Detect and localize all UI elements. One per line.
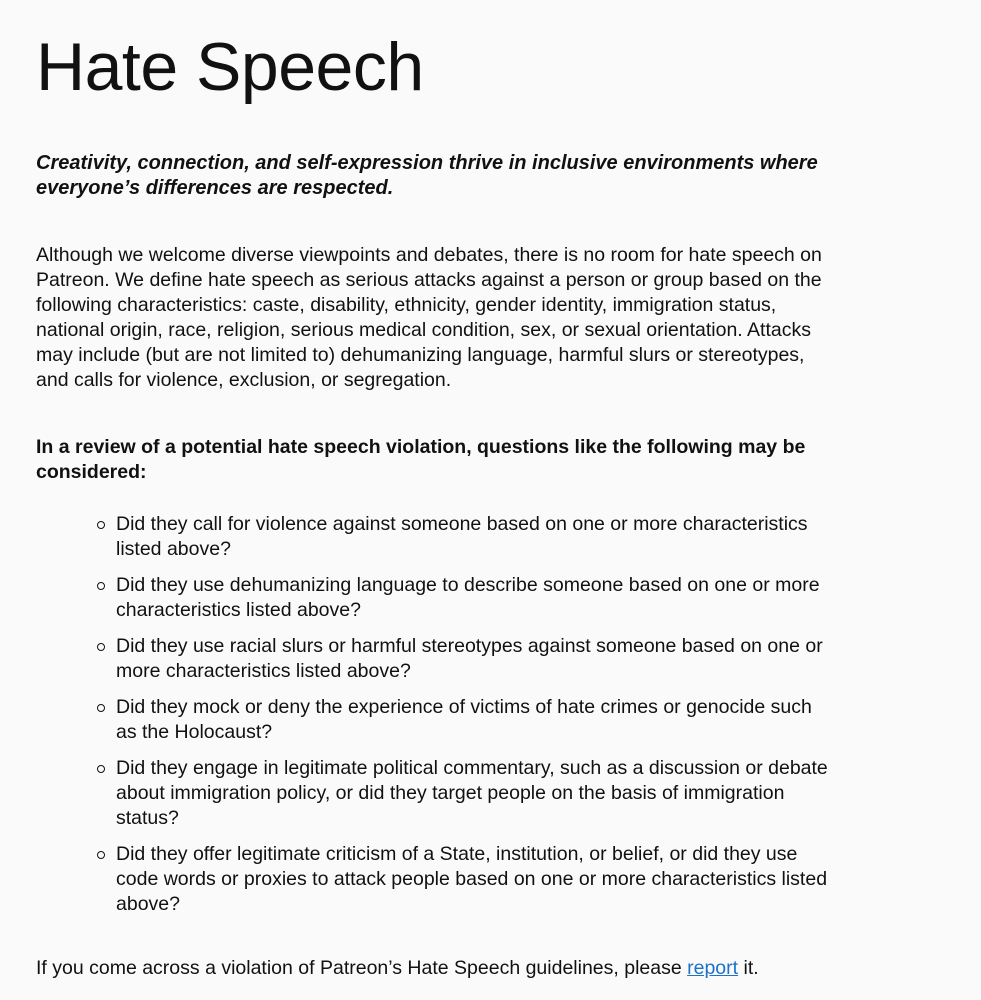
question-item [116,573,831,623]
question-item [116,695,831,745]
questions-heading: In a review of a potential hate speech violation, questions like the following may be considered: [36,436,806,483]
question-item [116,756,831,831]
hollow-circle-bullet-icon [97,521,105,529]
question-item [116,634,831,684]
question-item [116,842,831,917]
hollow-circle-bullet-icon [97,582,105,590]
report-note [36,956,759,981]
question-item [116,512,831,562]
question-text: Did they mock or deny the experience of victims of hate crimes or genocide such as the Holocaust? [116,696,812,743]
question-text: Did they call for violence against someone based on one or more characteristics listed above? [116,513,808,560]
hollow-circle-bullet-icon [97,765,105,773]
hollow-circle-bullet-icon [97,851,105,859]
question-text: Did they use racial slurs or harmful stereotypes against someone based on one or more characteristics listed above? [116,635,823,682]
report-note-end: it. [738,957,759,979]
report-link[interactable]: report [687,957,739,979]
page-title: Hate Speech [36,29,424,105]
hollow-circle-bullet-icon [97,704,105,712]
question-text: Did they use dehumanizing language to describe someone based on one or more characteristics listed above? [116,574,820,621]
question-text: Did they offer legitimate criticism of a State, institution, or belief, or did they use code words or proxies to attack people based on one or more characteristics listed above? [116,843,828,915]
question-text: Did they engage in legitimate political commentary, such as a discussion or debate about immigration policy, or did they target people on the basis of immigration status? [116,757,828,829]
hollow-circle-bullet-icon [97,643,105,651]
report-note-text: If you come across a violation of Patreon’s Hate Speech guidelines, please [36,957,688,979]
policy-description: Although we welcome diverse viewpoints and debates, there is no room for hate speech on Patreon. We define hate speech as serious attacks against a person or group based on the following characteristics: caste, disability, ethnicity, gender identity, immigration status, national origin, race, religion, serious medical condition, sex, or sexual orientation. Attacks may include (but are not limited to) dehumanizing language, harmful slurs or stereotypes, and calls for violence, exclusion, or segregation. [36,244,822,391]
questions-list [36,512,831,917]
intro-text: Creativity, connection, and self-expression thrive in inclusive environments where everyone’s differences are respected. [36,152,818,199]
